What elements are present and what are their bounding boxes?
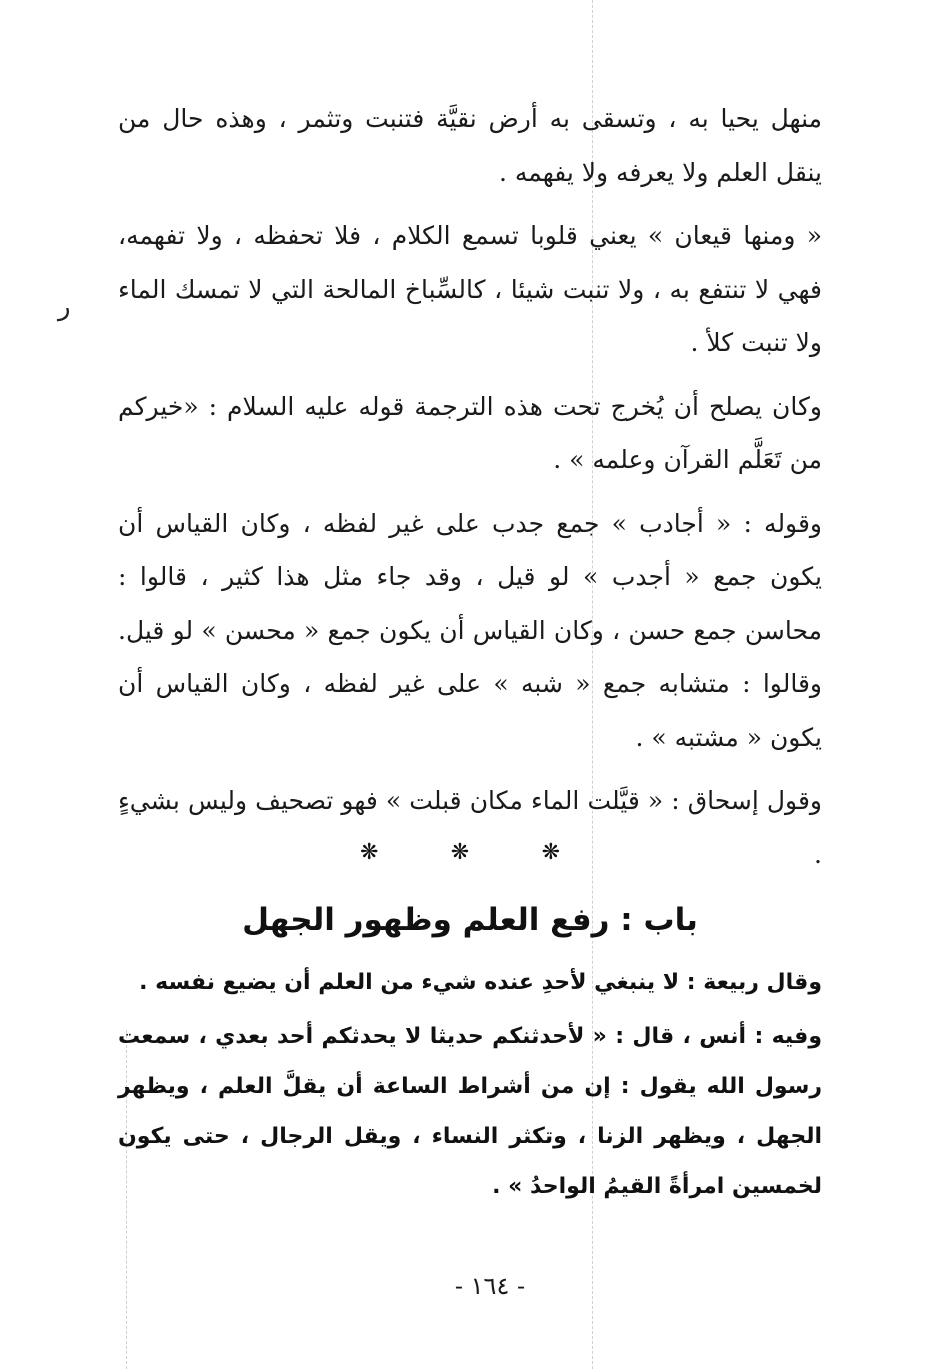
separator-star-icon: ❋	[541, 840, 560, 865]
separator-star-icon: ❋	[360, 840, 379, 865]
margin-mark: ر	[58, 292, 71, 322]
paragraph-4: وقوله : « أجادب » جمع جدب على غير لفظه ، وكان القياس أن يكون جمع « أجدب » لو قيل ، وقد جاء مثل هذا كثير ، قالوا : محاسن جمع حسن ، وكان القياس أن يكون جمع « محسن » لو قيل. وقالوا : متشابه جمع « شبه » على غير لفظه ، وكان القياس أن يكون « مشتبه » .	[118, 508, 822, 752]
bold-paragraph-2: وفيه : أنس ، قال : « لأحدثنكم حديثا لا يحدثكم أحد بعدي ، سمعت رسول الله يقول : إن من أشراط الساعة أن يقلَّ العلم ، ويظهر الجهل ، ويظهر الزنا ، وتكثر النساء ، ويقل الرجال ، حتى يكون لخمسين امرأةً القيمُ الواحدُ » .	[118, 1024, 822, 1199]
chapter-text	[118, 958, 822, 1216]
paragraph-3: وكان يصلح أن يُخرج تحت هذه الترجمة قوله عليه السلام : «خيركم من تَعَلَّم القرآن وعلمه » .	[118, 391, 822, 474]
paragraph-1: منهل يحيا به ، وتسقى به أرض نقيَّة فتنبت وتثمر ، وهذه حال من ينقل العلم ولا يعرفه ولا يفهمه .	[118, 104, 823, 187]
page-number: - ١٦٤ -	[454, 1272, 526, 1300]
separator-star-icon: ❋	[450, 840, 470, 865]
paragraph-2: « ومنها قيعان » يعني قلوبا تسمع الكلام ، فلا تحفظه ، ولا تفهمه، فهي لا تنتفع به ، ولا تنبت شيئا ، كالسِّباخ المالحة التي لا تمسك الماء ولا تنبت كلأ .	[118, 221, 822, 357]
body-text	[118, 92, 822, 889]
section-separator	[360, 840, 560, 865]
bold-paragraph-1: وقال ربيعة : لا ينبغي لأحدِ عنده شيء من العلم أن يضيع نفسه .	[139, 970, 822, 995]
chapter-heading: باب : رفع العلم وظهور الجهل	[242, 902, 698, 938]
paragraph-5: وقول إسحاق : « قيَّلت الماء مكان قبلت » فهو تصحيف وليس بشيءٍ .	[118, 786, 822, 869]
